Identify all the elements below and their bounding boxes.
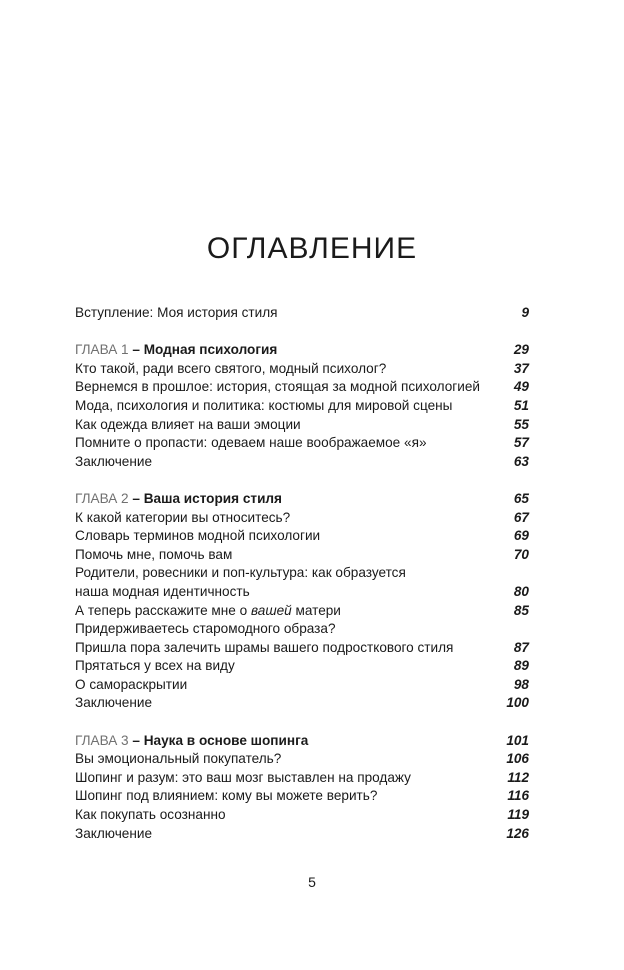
toc-entry-label: Кто такой, ради всего святого, модный психолог? [75, 360, 387, 376]
toc-entry-page: 63 [513, 453, 529, 469]
table-of-contents [75, 304, 529, 843]
chapter-heading-2[interactable] [75, 490, 529, 509]
toc-entry[interactable] [75, 769, 529, 788]
toc-entry-page: 85 [513, 602, 529, 618]
toc-entry[interactable] [75, 787, 529, 806]
chapter-separator: – [132, 732, 140, 748]
toc-entry-label: Вернемся в прошлое: история, стоящая за модной психологией [75, 379, 480, 395]
toc-entry-page: 9 [521, 305, 529, 320]
toc-entry-page: 57 [513, 435, 529, 451]
toc-entry[interactable] [75, 453, 529, 472]
toc-entry-page: 37 [513, 360, 529, 376]
toc-entry-page: 51 [513, 397, 529, 413]
toc-entry[interactable] [75, 620, 529, 639]
toc-entry-label: Как покупать осознанно [75, 807, 226, 823]
toc-entry-label: К какой категории вы относитесь? [75, 509, 291, 525]
toc-entry[interactable] [75, 360, 529, 379]
toc-entry-page: 89 [513, 658, 529, 674]
toc-entry[interactable] [75, 564, 529, 583]
toc-entry[interactable] [75, 657, 529, 676]
page-number: 5 [308, 874, 316, 890]
toc-entry-label: наша модная идентичность [75, 583, 250, 599]
chapter-title: Ваша история стиля [143, 490, 282, 506]
toc-entry-page: 126 [506, 825, 529, 841]
toc-entry-page: 67 [513, 509, 529, 525]
toc-entry-label: Родители, ровесники и поп-культура: как образуется [75, 565, 406, 581]
toc-entry-label: Как одежда влияет на ваши эмоции [75, 416, 301, 432]
toc-entry-label: Пришла пора залечить шрамы вашего подросткового стиля [75, 639, 454, 655]
toc-entry-page: 70 [513, 546, 529, 562]
chapter-number: ГЛАВА 1 [75, 342, 129, 358]
toc-entry[interactable] [75, 750, 529, 769]
toc-entry-page: 116 [507, 788, 529, 804]
toc-entry-page: 80 [513, 583, 529, 599]
toc-entry-label: Вступление: Моя история стиля [75, 305, 278, 320]
toc-entry-label: Помните о пропасти: одеваем наше воображаемое «я» [75, 435, 427, 451]
chapter-heading-1[interactable] [75, 341, 529, 360]
chapter-page: 101 [506, 732, 529, 748]
chapter-separator: – [132, 342, 140, 358]
toc-entry[interactable] [75, 416, 529, 435]
toc-entry-label: Заключение [75, 453, 153, 469]
toc-entry-label: Придерживаетесь старомодного образа? [75, 621, 336, 637]
toc-entry-label: Заключение [75, 825, 153, 841]
toc-entry[interactable] [75, 546, 529, 565]
toc-entry-label: Шопинг под влиянием: кому вы можете верить? [75, 788, 378, 804]
toc-entry-page: 112 [507, 769, 529, 785]
toc-entry[interactable] [75, 527, 529, 546]
chapter-page: 65 [513, 490, 529, 506]
toc-entry-page: 98 [513, 676, 529, 692]
toc-entry-page: 100 [506, 695, 529, 711]
toc-entry-page: 87 [513, 639, 529, 655]
toc-entry-label: Словарь терминов модной психологии [75, 528, 321, 544]
toc-entry[interactable] [75, 602, 529, 621]
toc-entry-label: Помочь мне, помочь вам [75, 546, 233, 562]
toc-entry[interactable] [75, 694, 529, 713]
toc-entry-page: 106 [506, 751, 529, 767]
toc-entry-page: 55 [513, 416, 529, 432]
toc-entry[interactable] [75, 378, 529, 397]
toc-entry-label: О самораскрытии [75, 676, 188, 692]
toc-entry[interactable] [75, 397, 529, 416]
toc-entry[interactable] [75, 825, 529, 844]
chapter-number: ГЛАВА 2 [75, 490, 129, 506]
toc-entry[interactable] [75, 434, 529, 453]
toc-entry-page: 119 [507, 807, 529, 823]
toc-entry-label: Мода, психология и политика: костюмы для мировой сцены [75, 397, 453, 413]
toc-entry[interactable] [75, 676, 529, 695]
chapter-title: Наука в основе шопинга [143, 732, 309, 748]
toc-entry-label: Прятаться у всех на виду [75, 658, 235, 674]
toc-entry[interactable] [75, 583, 529, 602]
page-title: ОГЛАВЛЕНИЕ [206, 232, 418, 265]
toc-entry[interactable] [75, 639, 529, 658]
toc-entry-label: Вы эмоциональный покупатель? [75, 751, 282, 767]
toc-entry-label: А теперь расскажите мне о вашей матери [75, 602, 341, 618]
emphasized-word: вашей [250, 602, 292, 618]
toc-entry-page: 69 [513, 528, 529, 544]
chapter-separator: – [132, 490, 140, 506]
chapter-number: ГЛАВА 3 [75, 732, 129, 748]
toc-entry[interactable] [75, 806, 529, 825]
toc-entry-label: Заключение [75, 695, 153, 711]
chapter-title: Модная психология [143, 342, 278, 358]
toc-entry-label: Шопинг и разум: это ваш мозг выставлен на продажу [75, 769, 411, 785]
chapter-heading-3[interactable] [75, 732, 529, 751]
toc-entry[interactable] [75, 509, 529, 528]
toc-entry-intro[interactable] [75, 304, 529, 323]
chapter-page: 29 [513, 342, 529, 358]
toc-entry-page: 49 [513, 379, 529, 395]
